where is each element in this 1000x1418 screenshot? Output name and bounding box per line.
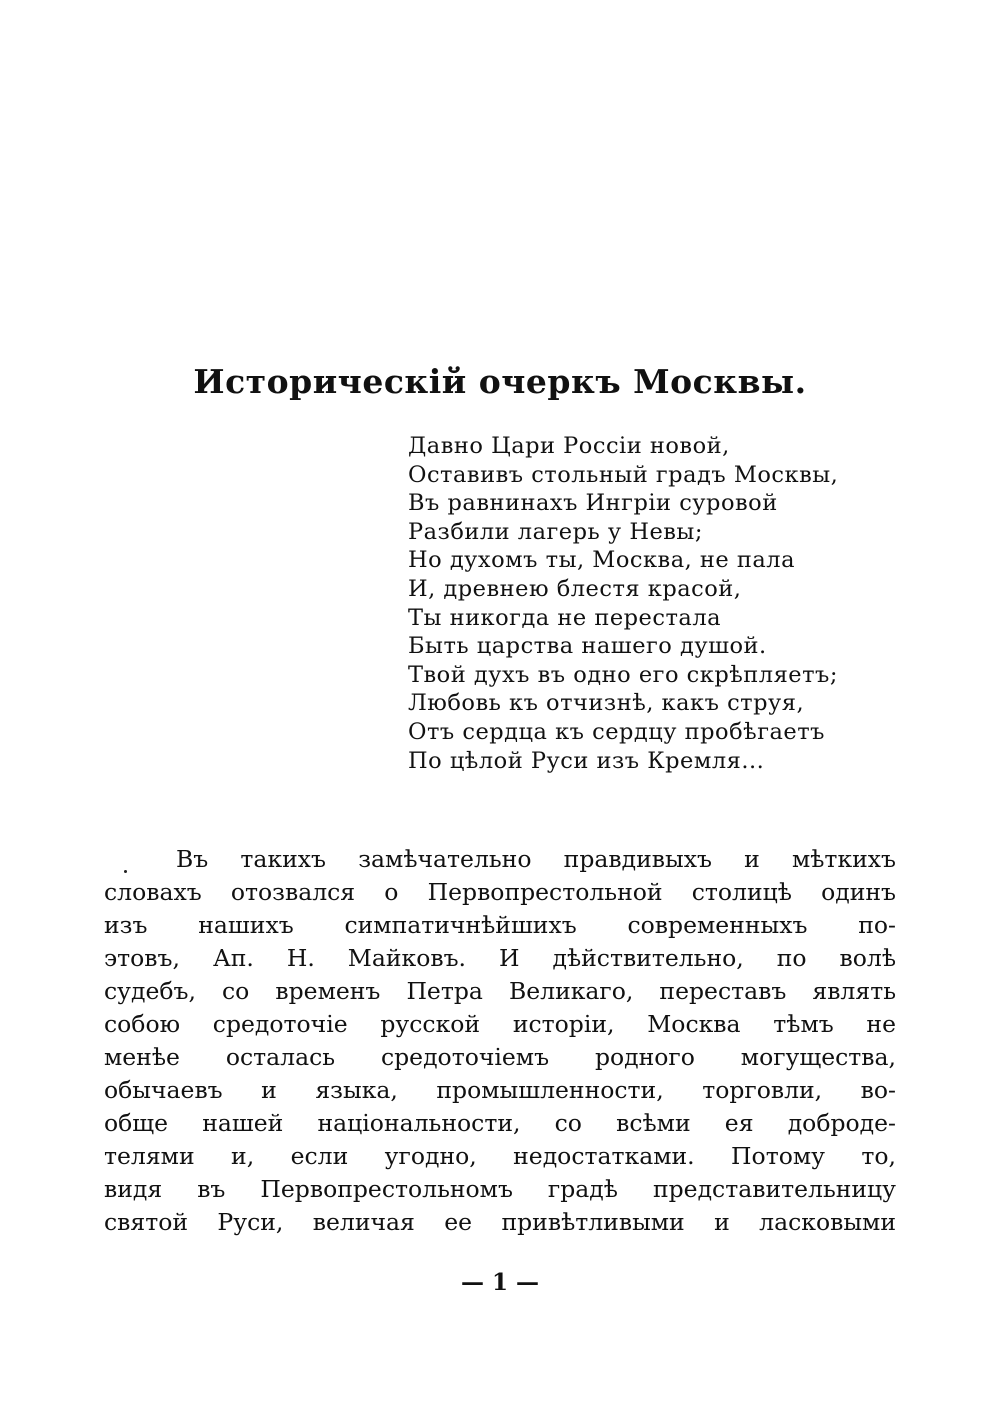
poem-line: Разбили лагерь у Невы; <box>408 518 703 545</box>
poem-line: По цѣлой Руси изъ Кремля... <box>408 747 765 774</box>
paragraph-line: судебъ, со временъ Петра Великаго, переставъ являть <box>104 977 896 1005</box>
body-paragraph <box>104 843 896 1239</box>
paragraph-line: изъ нашихъ симпатичнѣйшихъ современныхъ по- <box>104 911 896 939</box>
paragraph-line: словахъ отозвался о Первопрестольной столицѣ одинъ <box>104 878 896 906</box>
poem-line: Отъ сердца къ сердцу пробѣгаетъ <box>408 718 825 745</box>
poem-line: Любовь къ отчизнѣ, какъ струя, <box>408 690 805 717</box>
paragraph-line: святой Руси, величая ее привѣтливыми и ласковыми <box>104 1208 896 1236</box>
paragraph-line: Въ такихъ замѣчательно правдивыхъ и мѣткихъ <box>176 845 896 873</box>
poem-line: Быть царства нашего душой. <box>408 633 767 660</box>
epigraph-poem <box>408 432 968 775</box>
poem-line: Въ равнинахъ Ингріи суровой <box>408 490 778 517</box>
paragraph-line: обычаевъ и языка, промышленности, торговли, во- <box>104 1076 896 1104</box>
paragraph-line: телями и, если угодно, недостатками. Потому то, <box>104 1142 896 1170</box>
poem-line: Давно Цари Россіи новой, <box>408 433 730 459</box>
poem-line: Оставивъ стольный градъ Москвы, <box>408 461 839 488</box>
paragraph-line: обще нашей національности, со всѣми ея доброде- <box>104 1109 896 1137</box>
page-number: — 1 — <box>460 1269 540 1296</box>
poem-line: Твой духъ въ одно его скрѣпляетъ; <box>408 661 838 688</box>
paragraph-line: этовъ, Ап. Н. Майковъ. И дѣйствительно, по волѣ <box>104 944 896 972</box>
poem-line: И, древнею блестя красой, <box>408 575 742 602</box>
chapter-title: Историческій очеркъ Москвы. <box>193 362 807 401</box>
paragraph-line: менѣе осталась средоточіемъ родного могущества, <box>104 1043 896 1071</box>
poem-line: Но духомъ ты, Москва, не пала <box>408 547 795 574</box>
paragraph-line: собою средоточіе русской исторіи, Москва тѣмъ не <box>104 1010 896 1038</box>
poem-line: Ты никогда не перестала <box>408 604 722 631</box>
paragraph-line: видя въ Первопрестольномъ градѣ представительницу <box>104 1175 896 1203</box>
